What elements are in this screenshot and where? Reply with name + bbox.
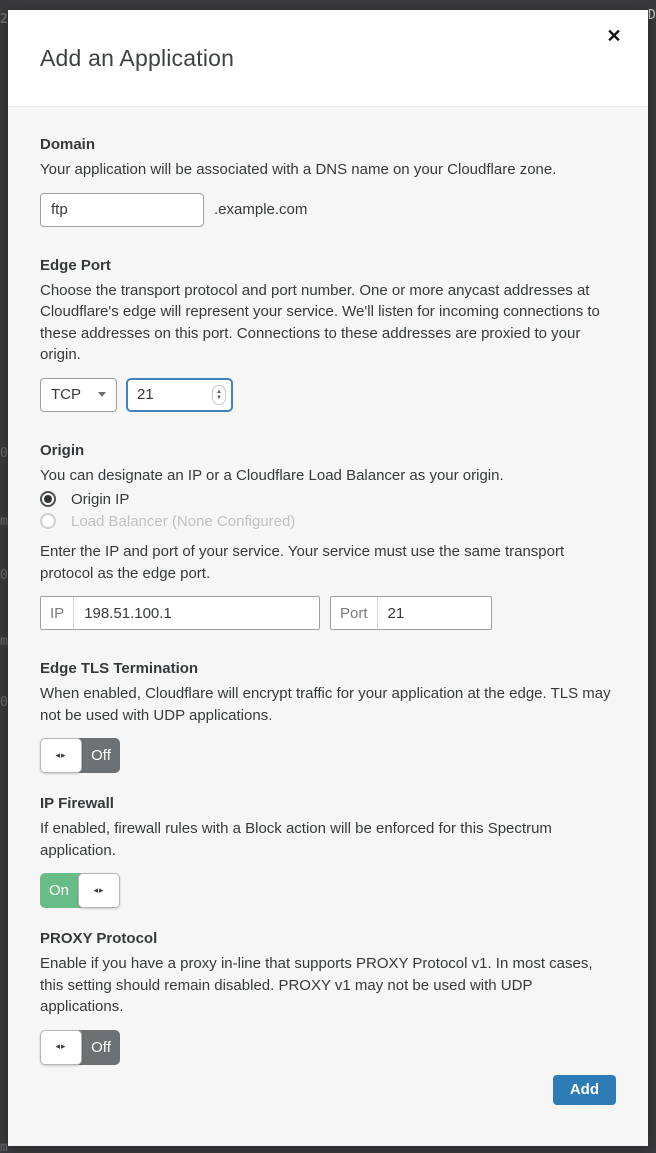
backdrop-glyph: m <box>0 634 8 649</box>
backdrop-glyph: 2 <box>0 12 8 27</box>
origin-ip-port-description: Enter the IP and port of your service. Your service must use the same transport protocol as the edge port. <box>40 543 565 582</box>
edge-port-label: Edge Port <box>40 256 111 274</box>
edge-tls-toggle[interactable] <box>40 738 124 773</box>
ip-firewall-section <box>40 793 616 908</box>
domain-section <box>40 134 616 227</box>
backdrop-glyph: D <box>648 8 656 23</box>
protocol-select[interactable] <box>40 378 117 412</box>
radio-origin-ip[interactable] <box>40 488 616 510</box>
origin-ip-input[interactable] <box>74 597 313 629</box>
toggle-handle <box>78 873 120 908</box>
origin-label: Origin <box>40 441 85 459</box>
domain-label: Domain <box>40 136 96 153</box>
chevron-down-icon <box>98 392 106 397</box>
edge-tls-section <box>40 658 616 773</box>
edge-tls-description: When enabled, Cloudflare will encrypt traffic for your application at the edge. TLS may not be used with UDP applications. <box>40 685 611 724</box>
toggle-arrows-icon: ◂▸ <box>55 1042 67 1052</box>
radio-disabled-icon <box>40 513 56 529</box>
stepper-down-icon: ▼ <box>216 394 222 401</box>
ip-firewall-label: IP Firewall <box>40 795 114 812</box>
toggle-handle <box>40 738 82 773</box>
backdrop-glyph: 0 <box>0 446 8 461</box>
toggle-state-label: Off <box>78 738 120 773</box>
add-application-modal <box>8 10 648 1146</box>
radio-load-balancer <box>40 510 616 532</box>
ip-firewall-description: If enabled, firewall rules with a Block action will be enforced for this Spectrum application. <box>40 820 552 859</box>
proxy-protocol-toggle[interactable] <box>40 1030 124 1065</box>
ip-firewall-toggle[interactable] <box>40 873 124 908</box>
number-stepper[interactable] <box>212 385 226 405</box>
origin-description: You can designate an IP or a Cloudflare Load Balancer as your origin. <box>40 466 504 484</box>
origin-port-prefix: Port <box>331 597 378 629</box>
origin-ip-prefix: IP <box>41 597 74 629</box>
toggle-state-label: Off <box>78 1030 120 1065</box>
origin-ip-field <box>40 596 320 630</box>
add-button[interactable]: Add <box>553 1075 616 1105</box>
proxy-protocol-label: PROXY Protocol <box>40 930 158 947</box>
radio-load-balancer-label: Load Balancer (None Configured) <box>71 512 296 530</box>
backdrop-glyph: 0 <box>0 695 8 710</box>
domain-input[interactable] <box>40 193 204 227</box>
radio-selected-icon <box>40 491 56 507</box>
close-icon[interactable]: ✕ <box>600 22 628 50</box>
backdrop-glyph: m <box>0 514 8 529</box>
proxy-protocol-description: Enable if you have a proxy in-line that supports PROXY Protocol v1. In most cases, this setting should remain disabled. PROXY v1 may not be used with UDP applications. <box>40 955 593 1015</box>
origin-port-field <box>330 596 492 630</box>
origin-port-input[interactable] <box>378 597 488 629</box>
radio-origin-ip-label: Origin IP <box>71 490 130 508</box>
protocol-selected-value: TCP <box>51 386 81 403</box>
stepper-up-icon: ▲ <box>216 388 222 395</box>
modal-header <box>8 10 648 106</box>
edge-port-section <box>40 255 616 412</box>
modal-title: Add an Application <box>40 45 235 71</box>
proxy-protocol-section <box>40 928 616 1065</box>
toggle-state-label: On <box>40 873 82 908</box>
toggle-arrows-icon: ◂▸ <box>93 885 105 896</box>
domain-suffix: .example.com <box>214 201 308 218</box>
backdrop-glyph: 0 <box>0 568 8 583</box>
modal-body <box>8 106 648 1146</box>
backdrop-glyph: m <box>0 1140 8 1153</box>
toggle-arrows-icon: ◂▸ <box>55 750 67 761</box>
origin-section <box>40 440 616 631</box>
edge-port-description: Choose the transport protocol and port number. One or more anycast addresses at Cloudflare's edge will represent your service. We'll listen for incoming connections to these addresses on this port. Connections to these addresses are proxied to your origin. <box>40 281 600 363</box>
domain-description: Your application will be associated with a DNS name on your Cloudflare zone. <box>40 161 557 178</box>
toggle-handle <box>40 1030 82 1065</box>
edge-tls-label: Edge TLS Termination <box>40 660 199 677</box>
